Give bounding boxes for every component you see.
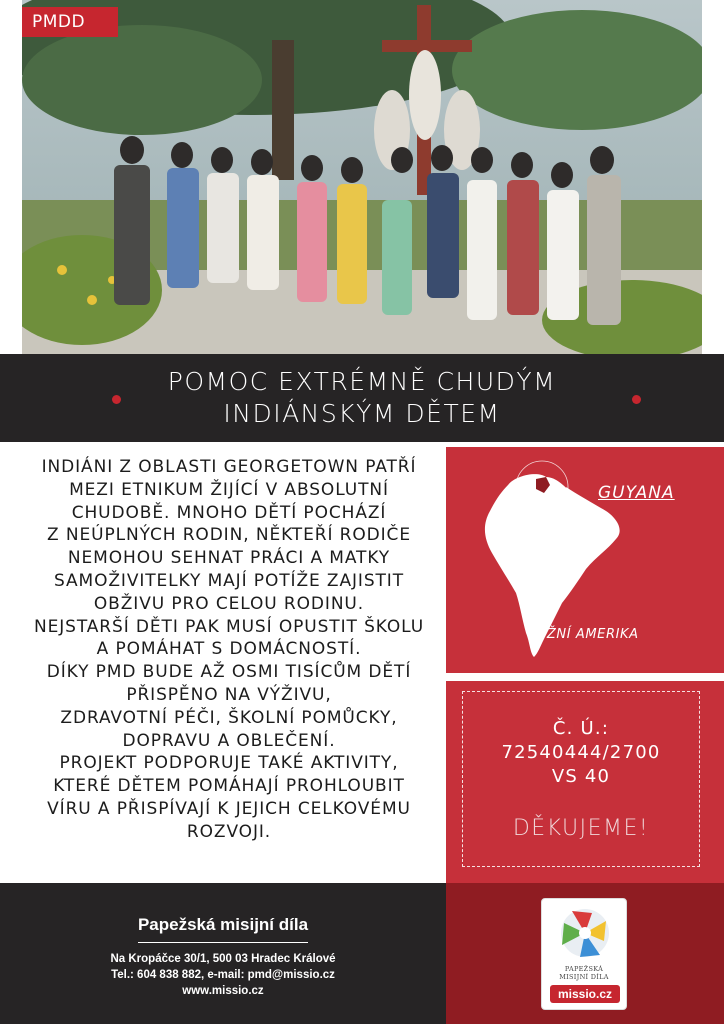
organization-name: Papežská misijní díla — [137, 915, 309, 934]
description-line: ZDRAVOTNÍ PÉČI, ŠKOLNÍ POMŮCKY, — [60, 707, 398, 728]
description-line: PŘISPĚNO NA VÝŽIVU, — [126, 684, 332, 705]
description-line: A POMÁHAT S DOMÁCNOSTÍ. — [96, 639, 362, 660]
description-line: MEZI ETNIKUM ŽIJÍCÍ V ABSOLUTNÍ — [69, 479, 389, 500]
org-name-underline — [138, 942, 308, 943]
account-label: Č. Ú.: — [552, 718, 610, 739]
description-line: DÍKY PMD BUDE AŽ OSMI TISÍCŮM DĚTÍ — [46, 662, 412, 683]
decor-dot-right — [632, 395, 641, 404]
map-panel — [446, 447, 724, 673]
description-line: NEMOHOU SEHNAT PRÁCI A MATKY — [67, 548, 391, 569]
description-line: INDIÁNI Z OBLASTI GEORGETOWN PATŘÍ — [41, 457, 417, 477]
headline-band — [0, 354, 724, 442]
photo-illustration — [22, 0, 702, 354]
logo-text-line-1: PAPEŽSKÁ — [564, 965, 604, 973]
headline-line-2: INDIÁNSKÝM DĚTEM — [223, 399, 501, 428]
footer-logo-area — [446, 883, 724, 1024]
missio-brand-pill: missio.cz — [550, 985, 620, 1003]
description-line: ROZVOJI. — [186, 821, 272, 842]
thank-you-text: DĚKUJEME! — [512, 816, 650, 841]
organization-website[interactable]: www.missio.cz — [182, 985, 264, 997]
account-number: 72540444/2700 — [501, 742, 661, 763]
organization-address: Na Kropáčce 30/1, 500 03 Hradec Králové — [110, 953, 336, 965]
description-line: VÍRU A PŘISPÍVAJÍ K JEJICH CELKOVÉMU — [47, 798, 411, 819]
globe-logo-icon — [542, 899, 628, 965]
donation-panel — [446, 681, 724, 883]
missio-logo — [541, 898, 627, 1010]
description-line: KTERÉ DĚTEM POMÁHAJÍ PROHLOUBIT — [53, 776, 405, 797]
description-line: SAMOŽIVITELKY MAJÍ POTÍŽE ZAJISTIT — [53, 570, 405, 591]
description-line: PROJEKT PODPORUJE TAKÉ AKTIVITY, — [59, 753, 399, 774]
pmdd-badge: PMDD — [22, 7, 118, 37]
description-line: DOPRAVU A OBLEČENÍ. — [122, 730, 336, 751]
description-line: CHUDOBĚ. MNOHO DĚTÍ POCHÁZÍ — [71, 502, 387, 523]
footer-contact — [0, 883, 446, 1024]
description-line: NEJSTARŠÍ DĚTI PAK MUSÍ OPUSTIT ŠKOLU — [33, 616, 425, 637]
continent-label: JIŽNÍ AMERIKA — [538, 627, 639, 642]
variable-symbol: VS 40 — [551, 766, 611, 787]
decor-dot-left — [112, 395, 121, 404]
project-description — [24, 456, 434, 844]
logo-text-line-2: MISIJNÍ DÍLA — [559, 973, 609, 981]
description-line: OBŽIVU PRO CELOU RODINU. — [93, 593, 365, 614]
headline-line-1: POMOC EXTRÉMNĚ CHUDÝM — [167, 367, 557, 396]
description-line: Z NEÚPLNÝCH RODIN, NĚKTEŘÍ RODIČE — [47, 525, 411, 546]
account-box — [462, 691, 700, 867]
organization-contact: Tel.: 604 838 882, e-mail: pmd@missio.cz — [111, 969, 335, 981]
group-photo — [22, 0, 702, 354]
country-label: GUYANA — [598, 483, 675, 503]
